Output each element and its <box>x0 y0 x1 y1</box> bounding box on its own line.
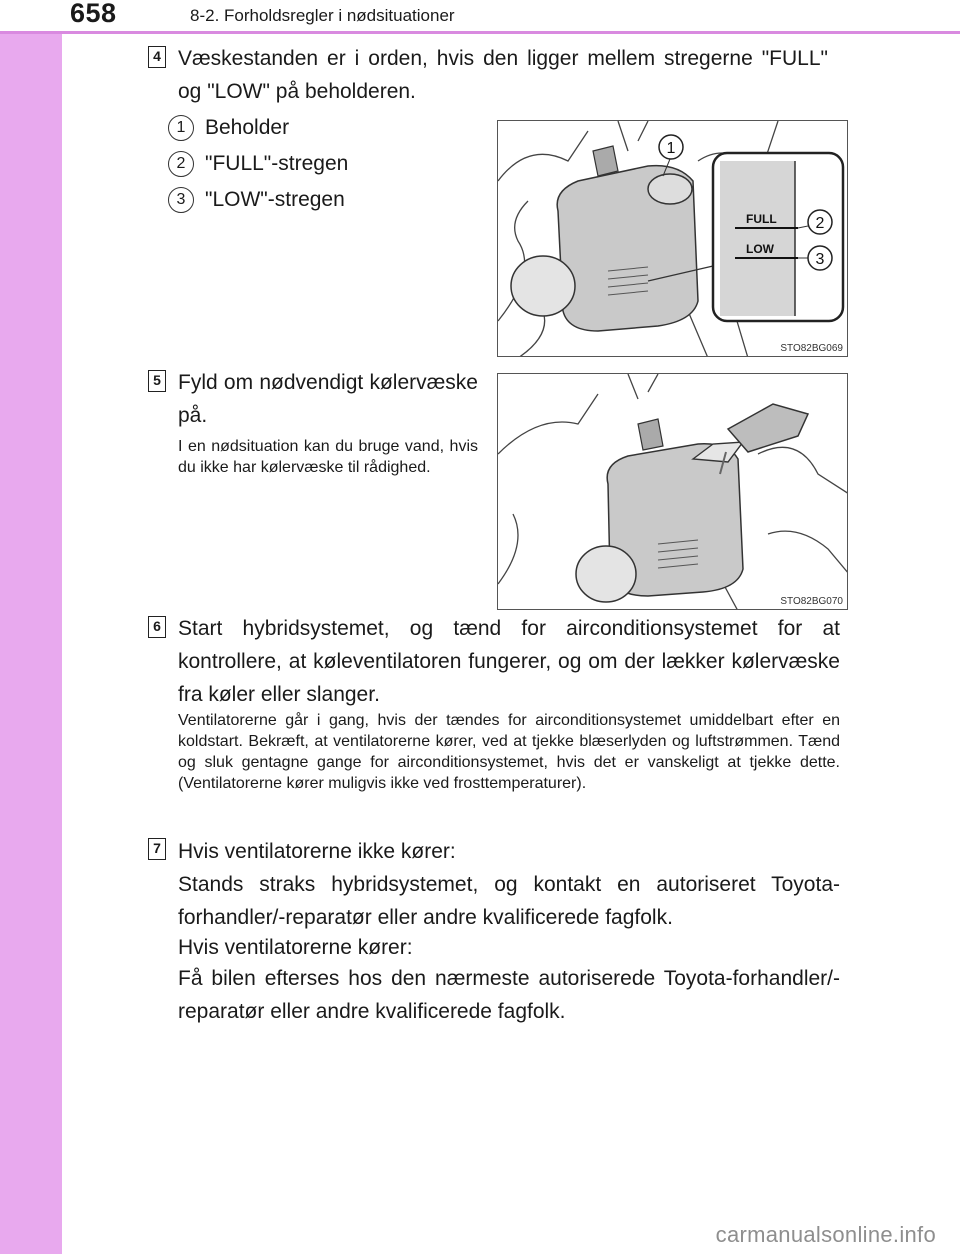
step-number-7: 7 <box>148 838 166 860</box>
step-number-6: 6 <box>148 616 166 638</box>
step-7-p1-text: Stands straks hybridsystemet, og kontakt en autoriseret Toyota-forhandler/-reparatør eller andre kvalificerede fagfolk. <box>178 873 840 929</box>
figure-code: STO82BG070 <box>780 596 843 607</box>
step-5-text: Fyld om nødvendigt kølervæske på. <box>178 371 478 427</box>
label-3-text: "LOW"-stregen <box>205 188 345 211</box>
side-color-band <box>0 0 62 1254</box>
watermark: carmanualsonline.info <box>715 1222 936 1247</box>
step-number-4: 4 <box>148 46 166 68</box>
header-bar <box>0 0 960 34</box>
refill-drawing <box>498 374 848 610</box>
refill-illustration <box>497 373 848 610</box>
figure-callout-1-text: 1 <box>666 140 676 157</box>
coolant-reservoir-illustration <box>497 120 848 357</box>
step-4-text: Væskestanden er i orden, hvis den ligger mellem stregerne "FULL" og "LOW" på beholderen. <box>178 47 828 103</box>
figure-code: STO82BG069 <box>780 343 843 354</box>
section-title: 8-2. Forholdsregler i nødsituationer <box>190 6 455 25</box>
label-2-number: 2 <box>168 151 194 177</box>
label-1-number: 1 <box>168 115 194 141</box>
step-number-5: 5 <box>148 370 166 392</box>
step-5-note: I en nødsituation kan du bruge vand, hvis du ikke har kølervæske til rådighed. <box>178 438 478 476</box>
step-6-text: Start hybridsystemet, og tænd for airconditionsystemet for at kontrollere, at køleventilatoren fungerer, og om der lækker kølervæske fra køler eller slanger. <box>178 617 840 706</box>
figure-callout-2-text: 2 <box>815 215 825 232</box>
label-3-number: 3 <box>168 187 194 213</box>
low-mark-text: LOW <box>746 242 774 256</box>
label-1-text: Beholder <box>205 116 290 139</box>
step-7-p2-text: Få bilen efterses hos den nærmeste autoriserede Toyota-forhandler/-reparatør eller andre kvalificerede fagfolk. <box>178 967 840 1023</box>
reservoir-drawing <box>498 121 848 357</box>
step-7-p2-title: Hvis ventilatorerne kører: <box>178 936 413 959</box>
figure-callout-3-text: 3 <box>815 251 825 268</box>
step-6-note: Ventilatorerne går i gang, hvis der tændes for airconditionsystemet umiddelbart efter en koldstart. Bekræft, at ventilatorerne kører, ved at tjekke blæserlyden og luftstrømmen. Tænd og sluk gentagne gange for airconditionsystemet, hvis det er vanskeligt at tjekke dette. (Ventilatorerne kører muligvis ikke ved frosttemperaturer). <box>178 712 840 792</box>
full-mark-text: FULL <box>746 212 777 226</box>
page-number: 658 <box>70 0 117 28</box>
step-7-p1-title: Hvis ventilatorerne ikke kører: <box>178 840 456 863</box>
label-2-text: "FULL"-stregen <box>205 152 349 175</box>
